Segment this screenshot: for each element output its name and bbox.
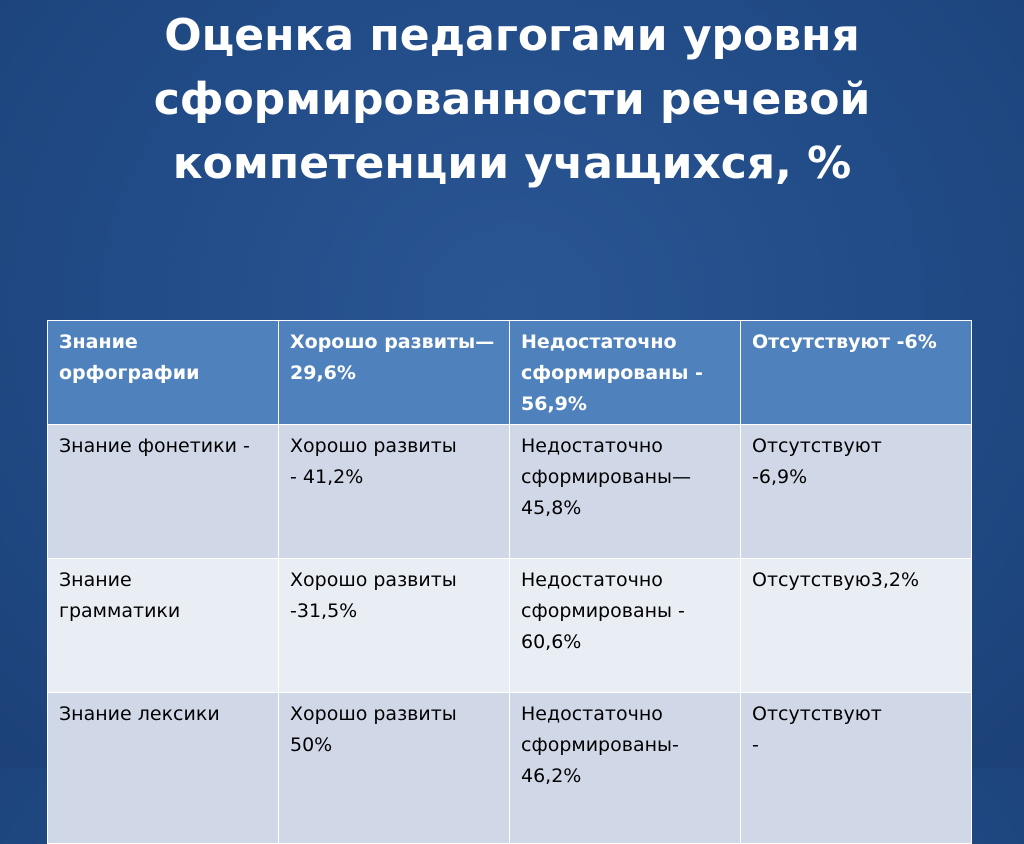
title-line-2: сформированности речевой	[153, 74, 871, 125]
cell-line: орфографии	[59, 362, 200, 384]
table-cell-insufficient	[510, 693, 741, 844]
table-cell-good	[279, 559, 510, 693]
cell-line: Недостаточно	[521, 703, 663, 725]
table-row	[48, 425, 972, 559]
cell-line: 29,6%	[290, 362, 356, 384]
cell-line: Знание	[59, 569, 132, 591]
cell-line: -	[752, 734, 759, 756]
cell-line: Недостаточно	[521, 435, 663, 457]
cell-line: Знание	[59, 331, 138, 353]
table-cell-absent	[741, 321, 972, 425]
cell-line: Знание лексики	[59, 703, 220, 725]
cell-line: 60,6%	[521, 631, 582, 653]
cell-line: Хорошо развиты—	[290, 331, 495, 353]
cell-line: -31,5%	[290, 600, 358, 622]
cell-line: Хорошо развиты	[290, 703, 457, 725]
cell-line: сформированы -	[521, 600, 685, 622]
results-table	[47, 320, 972, 844]
table-cell-absent	[741, 693, 972, 844]
cell-line: Отсутствуют	[752, 435, 882, 457]
cell-line: сформированы -	[521, 362, 703, 384]
table-cell-good	[279, 321, 510, 425]
table-cell-insufficient	[510, 425, 741, 559]
table-row	[48, 559, 972, 693]
table-header-row	[48, 321, 972, 425]
table-row	[48, 693, 972, 844]
cell-line: 45,8%	[521, 497, 582, 519]
table-cell-absent	[741, 559, 972, 693]
table-cell-skill	[48, 693, 279, 844]
title-line-3: компетенции учащихся, %	[172, 138, 852, 189]
table-cell-skill	[48, 321, 279, 425]
table-cell-good	[279, 693, 510, 844]
cell-line: -6,9%	[752, 466, 808, 488]
slide-title	[60, 4, 964, 196]
cell-line: грамматики	[59, 600, 181, 622]
cell-line: Хорошо развиты	[290, 435, 457, 457]
table-cell-absent	[741, 425, 972, 559]
title-line-1: Оценка педагогами уровня	[164, 10, 860, 61]
cell-line: Отсутствуют -6%	[752, 331, 937, 353]
cell-line: Недостаточно	[521, 569, 663, 591]
table-cell-skill	[48, 559, 279, 693]
cell-line: 56,9%	[521, 393, 587, 415]
table-cell-skill	[48, 425, 279, 559]
cell-line: Знание фонетики -	[59, 435, 250, 457]
table-cell-insufficient	[510, 321, 741, 425]
table-cell-good	[279, 425, 510, 559]
cell-line: сформированы—	[521, 466, 692, 488]
cell-line: 46,2%	[521, 765, 582, 787]
cell-line: Отсутствуют	[752, 703, 882, 725]
cell-line: Недостаточно	[521, 331, 677, 353]
cell-line: 50%	[290, 734, 333, 756]
cell-line: сформированы-	[521, 734, 679, 756]
cell-line: Отсутствую3,2%	[752, 569, 920, 591]
results-table-container	[47, 320, 971, 787]
cell-line: - 41,2%	[290, 466, 364, 488]
cell-line: Хорошо развиты	[290, 569, 457, 591]
table-cell-insufficient	[510, 559, 741, 693]
